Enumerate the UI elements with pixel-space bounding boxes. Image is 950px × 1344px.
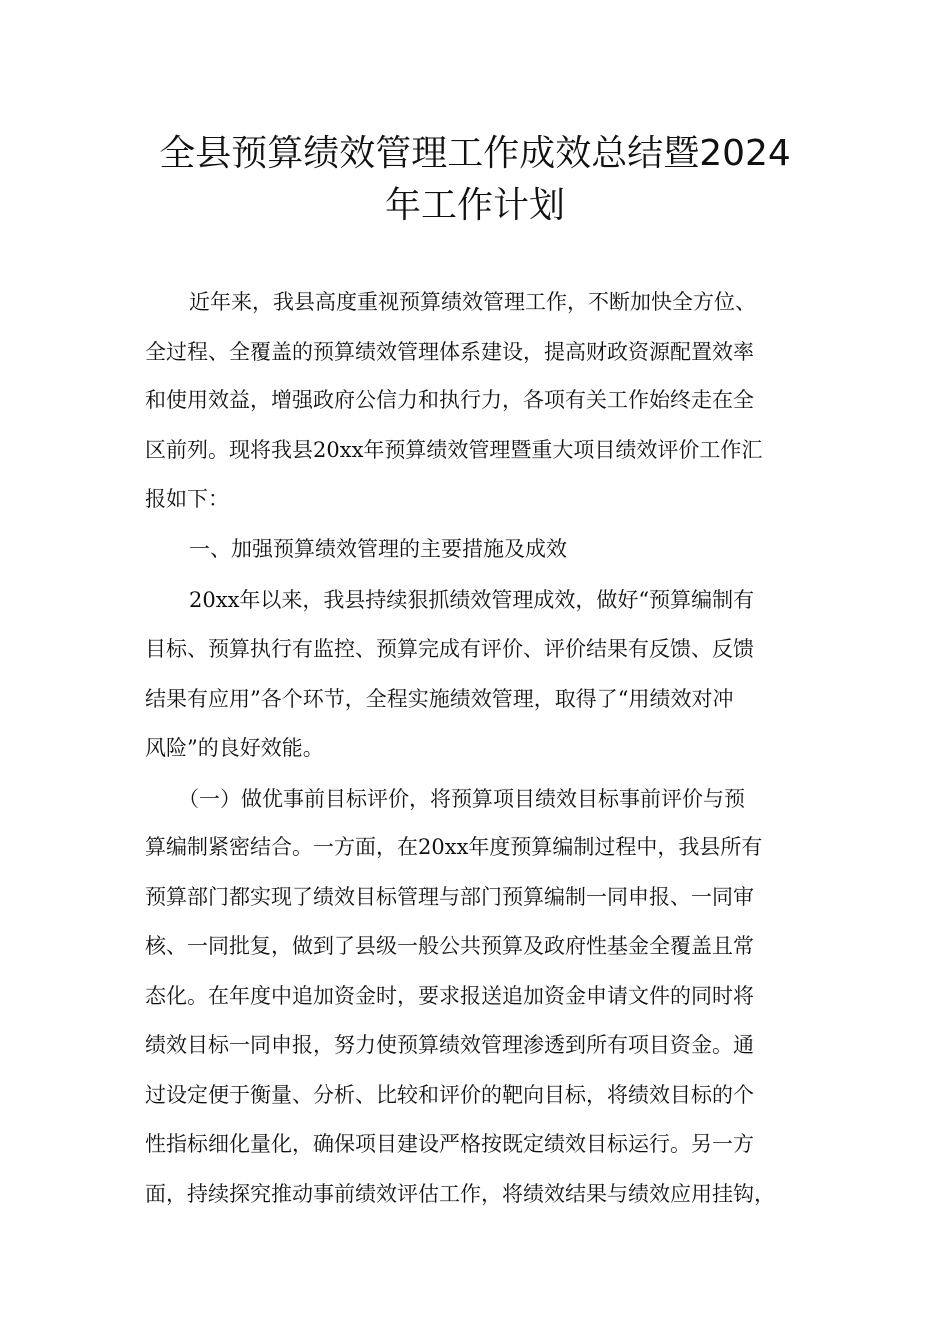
paragraph-measures-line-4: 风险”的良好效能。 <box>145 736 324 760</box>
paragraph-intro-line-4: 区前列。现将我县20xx年预算绩效管理暨重大项目绩效评价工作汇 <box>145 438 763 462</box>
paragraph-measures-line-3: 结果有应用”各个环节，全程实施绩效管理，取得了“用绩效对冲 <box>145 687 734 711</box>
paragraph-intro-line-3: 和使用效益，增强政府公信力和执行力，各项有关工作始终走在全 <box>145 388 754 412</box>
section-heading-1: 一、加强预算绩效管理的主要措施及成效 <box>189 537 567 561</box>
subsection-1-line-8: 性指标细化量化，确保项目建设严格按既定绩效目标运行。另一方 <box>145 1132 754 1156</box>
subsection-1-line-9: 面，持续探究推动事前绩效评估工作，将绩效结果与绩效应用挂钩， <box>145 1182 775 1206</box>
subsection-1-line-5: 态化。在年度中追加资金时，要求报送追加资金申请文件的同时将 <box>145 984 754 1008</box>
paragraph-intro-line-2: 全过程、全覆盖的预算绩效管理体系建设，提高财政资源配置效率 <box>145 340 754 364</box>
subsection-1-line-7: 过设定便于衡量、分析、比较和评价的靶向目标，将绩效目标的个 <box>145 1083 754 1107</box>
subsection-1-line-4: 核、一同批复，做到了县级一般公共预算及政府性基金全覆盖且常 <box>145 934 754 958</box>
paragraph-intro-line-5: 报如下： <box>145 487 229 511</box>
subsection-1-line-6: 绩效目标一同申报，努力使预算绩效管理渗透到所有项目资金。通 <box>145 1033 754 1057</box>
paragraph-measures-line-2: 目标、预算执行有监控、预算完成有评价、评价结果有反馈、反馈 <box>145 637 754 661</box>
subsection-1-line-3: 预算部门都实现了绩效目标管理与部门预算编制一同申报、一同审 <box>145 885 754 909</box>
document-title-line-1: 全县预算绩效管理工作成效总结暨2024 <box>159 133 791 174</box>
document-title-line-2: 年工作计划 <box>384 185 565 226</box>
subsection-1-line-1: （一）做优事前目标评价，将预算项目绩效目标事前评价与预 <box>178 787 745 811</box>
subsection-1-line-2: 算编制紧密结合。一方面，在20xx年度预算编制过程中，我县所有 <box>145 835 763 859</box>
paragraph-measures-line-1: 20xx年以来，我县持续狠抓绩效管理成效，做好“预算编制有 <box>189 588 755 612</box>
paragraph-intro-line-1: 近年来，我县高度重视预算绩效管理工作，不断加快全方位、 <box>189 290 756 314</box>
